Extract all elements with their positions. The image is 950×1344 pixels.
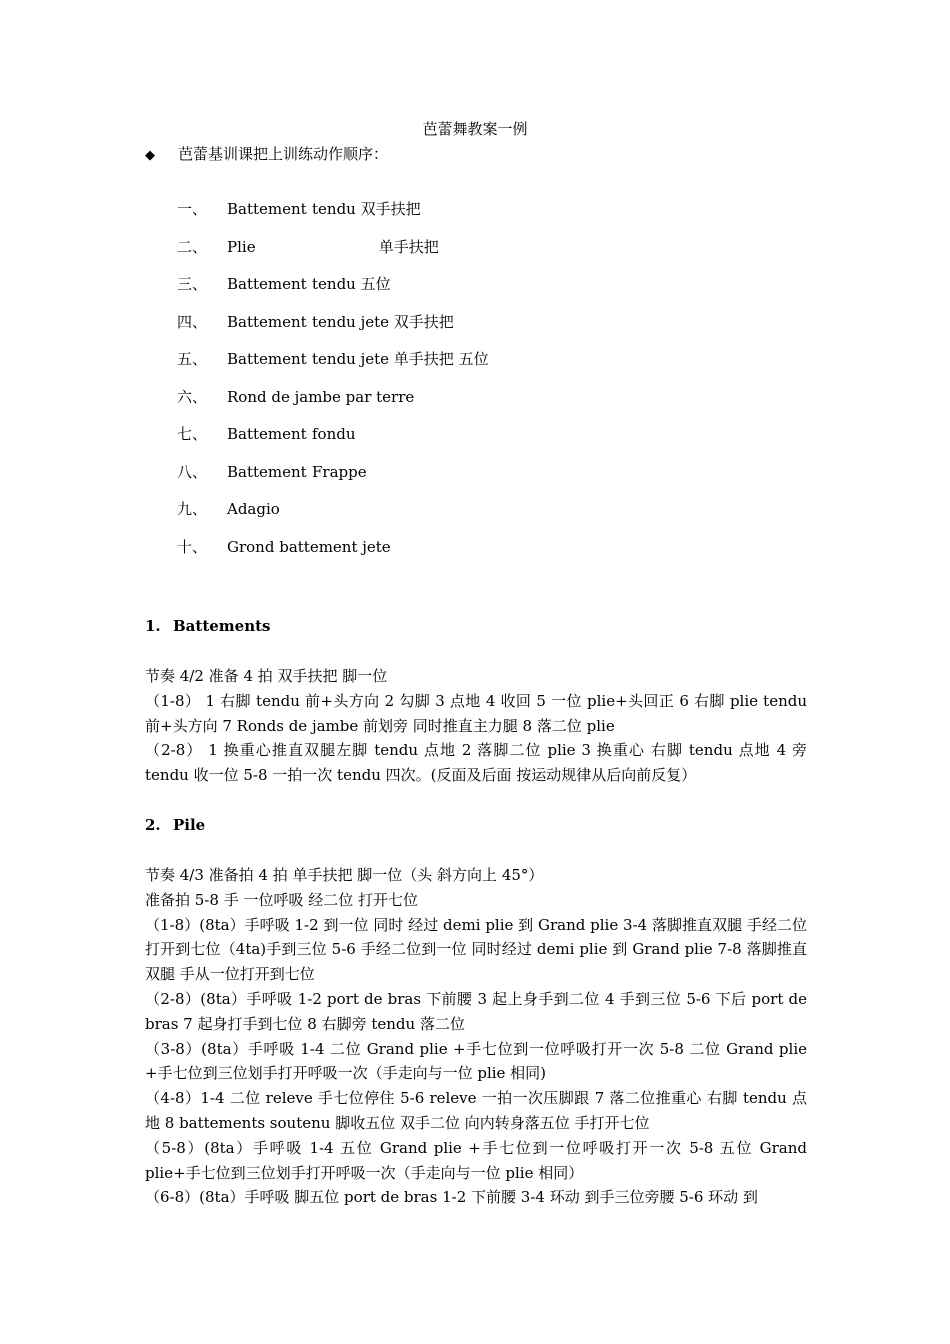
paragraph: （1-8）(8ta）手呼吸 1-2 到一位 同时 经过 demi plie 到 Grand plie 3-4 落脚推直双腿 手经二位打开到七位（4ta)手到三位 5-6 手经二位到一位 同时经过 demi plie 到 Grand plie 7-8 落脚推直双腿 手从一位打开到七位 xyxy=(145,915,807,984)
list-item-number: 五、 xyxy=(177,350,208,368)
section-number: 2. xyxy=(145,816,161,834)
list-item-number: 四、 xyxy=(177,312,208,331)
list-item-number: 九、 xyxy=(177,500,208,518)
list-item-term: Adagio xyxy=(227,500,280,518)
list-item xyxy=(177,422,489,460)
list-item-number: 二、 xyxy=(177,237,208,256)
list-item xyxy=(177,272,489,310)
section-body-battements xyxy=(145,664,807,788)
list-item-term: Battement xyxy=(227,312,307,331)
paragraph: （3-8）(8ta）手呼吸 1-4 二位 Grand plie +手七位到一位呼吸打开一次 5-8 二位 Grand plie +手七位到三位划手打开呼吸一次（手走向与一位 plie 相同) xyxy=(145,1039,807,1083)
section-title: Pile xyxy=(173,816,206,834)
list-item-term: Battement xyxy=(227,462,307,481)
diamond-bullet-icon: ◆ xyxy=(145,148,155,163)
list-item xyxy=(177,385,489,423)
paragraph: （2-8）(8ta）手呼吸 1-2 port de bras 下前腰 3 起上身手到二位 4 手到三位 5-6 下后 port de bras 7 起身打手到七位 8 右脚旁 tendu 落二位 xyxy=(145,989,807,1033)
list-item xyxy=(177,347,489,385)
list-item-term: Battement xyxy=(227,350,307,368)
paragraph: （1-8） 1 右脚 tendu 前+头方向 2 勾脚 3 点地 4 收回 5 一位 plie+头回正 6 右脚 plie tendu 前+头方向 7 Ronds de jambe 前划旁 同时推直主力腿 8 落二位 plie xyxy=(145,691,807,735)
list-item-number: 六、 xyxy=(177,387,208,406)
list-item-term: Battement xyxy=(227,425,307,443)
paragraph: （2-8） 1 换重心推直双腿左脚 tendu 点地 2 落脚二位 plie 3 换重心 右脚 tendu 点地 4 旁 tendu 收一位 5-8 一拍一次 tendu 四次。(反面及后面 按运动规律从后向前反复） xyxy=(145,741,807,785)
paragraph: （4-8）1-4 二位 releve 手七位停住 5-6 releve 一拍一次压脚跟 7 落二位推重心 右脚 tendu 点地 8 battements soutenu 脚收五位 双手二位 向内转身落五位 手打开七位 xyxy=(145,1089,807,1132)
intro-line xyxy=(145,143,388,164)
list-item-term: Battement xyxy=(227,200,307,218)
list-item-detail: fondu xyxy=(312,425,356,443)
list-item-detail: 单手扶把 xyxy=(312,237,439,256)
list-item xyxy=(177,197,489,235)
paragraph: 节奏 4/3 准备拍 4 拍 单手扶把 脚一位（头 斜方向上 45°） xyxy=(145,866,544,884)
section-heading-battements xyxy=(145,617,271,635)
list-item xyxy=(177,460,489,498)
list-item-number: 一、 xyxy=(177,200,208,218)
list-item-number: 七、 xyxy=(177,425,208,443)
section-title: Battements xyxy=(173,617,271,635)
list-item-term: Rond de jambe par terre xyxy=(227,387,415,406)
page-title: 芭蕾舞教案一例 xyxy=(422,120,528,138)
list-item-number: 八、 xyxy=(177,462,208,481)
paragraph: 节奏 4/2 准备 4 拍 双手扶把 脚一位 xyxy=(145,667,388,685)
section-number: 1. xyxy=(145,617,161,635)
list-item-detail: tendu jete 双手扶把 xyxy=(312,312,454,331)
section-body-pile xyxy=(145,863,807,1210)
exercise-order-list xyxy=(177,197,489,572)
list-item-number: 三、 xyxy=(177,275,208,293)
list-item xyxy=(177,235,489,273)
list-item-detail: Frappe xyxy=(312,462,367,481)
list-item-term: Plie xyxy=(227,237,256,256)
list-item xyxy=(177,497,489,535)
list-item-number: 十、 xyxy=(177,537,208,556)
paragraph: 准备拍 5-8 手 一位呼吸 经二位 打开七位 xyxy=(145,890,418,909)
list-item-term: Battement xyxy=(227,275,307,293)
paragraph: （6-8）(8ta）手呼吸 脚五位 port de bras 1-2 下前腰 3-4 环动 到手三位旁腰 5-6 环动 到 xyxy=(145,1188,758,1207)
list-item xyxy=(177,310,489,348)
list-item xyxy=(177,535,489,573)
section-heading-pile xyxy=(145,816,205,834)
intro-text: 芭蕾基训课把上训练动作顺序： xyxy=(178,145,389,163)
list-item-detail: tendu 五位 xyxy=(312,275,391,293)
list-item-detail: tendu jete 单手扶把 五位 xyxy=(312,350,489,368)
paragraph: （5-8）(8ta）手呼吸 1-4 五位 Grand plie +手七位到一位呼吸打开一次 5-8 五位 Grand plie+手七位到三位划手打开呼吸一次（手走向与一位 plie 相同） xyxy=(145,1138,807,1182)
list-item-detail: tendu 双手扶把 xyxy=(312,200,421,218)
list-item-term: Grond battement jete xyxy=(227,537,391,556)
